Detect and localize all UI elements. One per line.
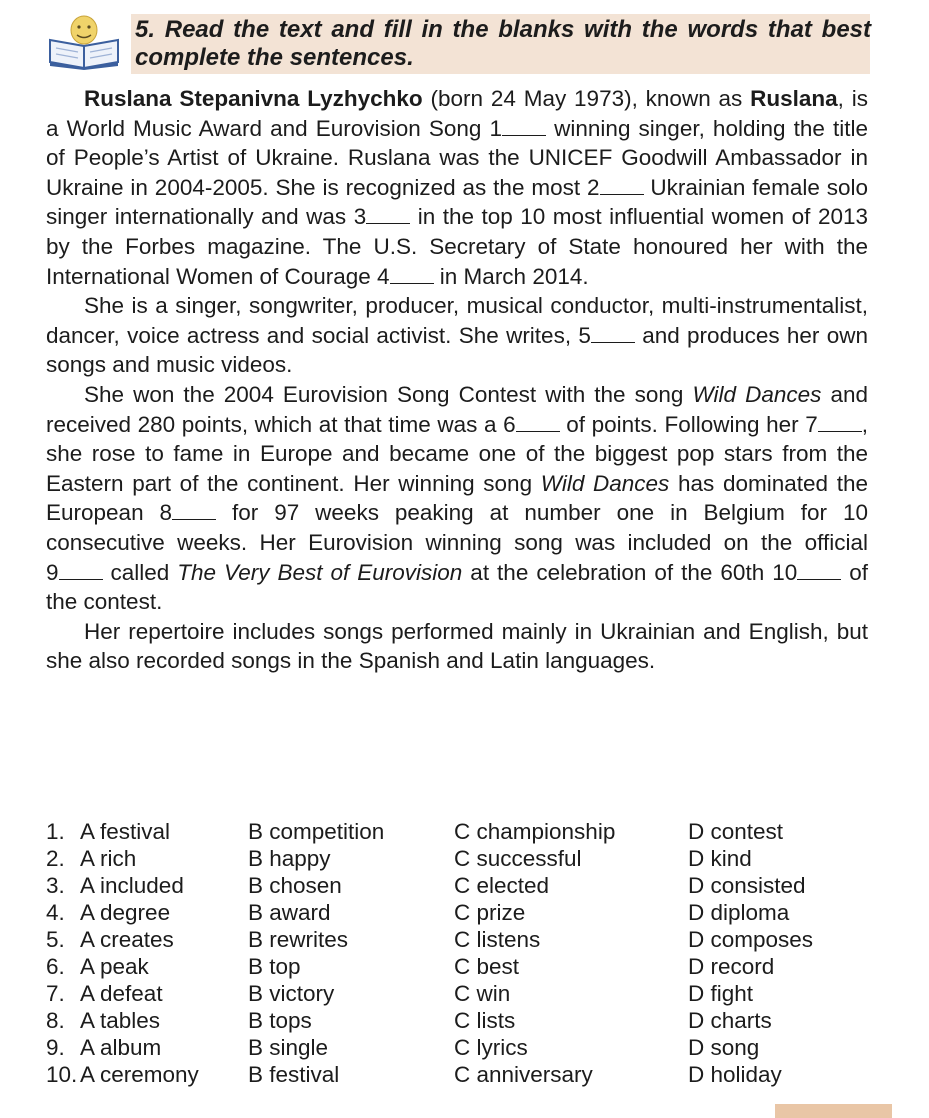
option-a[interactable]: A rich <box>80 846 137 871</box>
option-b[interactable]: B happy <box>248 846 331 871</box>
option-d[interactable]: D charts <box>688 1008 772 1033</box>
option-a[interactable]: A peak <box>80 954 149 979</box>
option-b[interactable]: B top <box>248 954 301 979</box>
option-row-7 <box>46 980 886 1007</box>
reading-text <box>46 84 868 676</box>
option-c[interactable]: C successful <box>454 846 582 871</box>
option-number: 7. <box>46 981 65 1006</box>
blank-5[interactable]: 5 <box>578 323 635 348</box>
blank-1[interactable]: 1 <box>490 116 547 141</box>
text-span: and received 280 points, which at that time was a <box>46 381 869 437</box>
text-span: in March 2014. <box>433 263 589 289</box>
song-title: Wild Dances <box>692 381 822 407</box>
text-span: called <box>102 559 178 585</box>
option-a[interactable]: A ceremony <box>80 1062 199 1087</box>
paragraph-2 <box>46 291 868 380</box>
option-a[interactable]: A defeat <box>80 981 163 1006</box>
blank-10[interactable]: 10 <box>772 560 841 585</box>
option-d[interactable]: D holiday <box>688 1062 782 1087</box>
option-c[interactable]: C championship <box>454 819 616 844</box>
text-span: , she rose to fame in Europe and became one of the biggest pop stars from the Eastern part of the continent. Her winning song <box>46 411 868 496</box>
option-b[interactable]: B festival <box>248 1062 340 1087</box>
task-title: 5. Read the text and fill in the blanks with the words that best complete the sentences. <box>135 16 871 71</box>
option-c[interactable]: C best <box>454 954 520 979</box>
option-number: 4. <box>46 900 65 925</box>
option-b[interactable]: B competition <box>248 819 385 844</box>
option-row-9 <box>46 1034 886 1061</box>
blank-8[interactable]: 8 <box>160 500 217 525</box>
option-number: 5. <box>46 927 65 952</box>
option-row-1 <box>46 818 886 845</box>
paragraph-1 <box>46 84 868 291</box>
option-a[interactable]: A creates <box>80 927 174 952</box>
option-a[interactable]: A degree <box>80 900 171 925</box>
option-b[interactable]: B victory <box>248 981 335 1006</box>
option-number: 6. <box>46 954 65 979</box>
text-span: , is a World Music Award and Eurovision Song <box>46 86 868 141</box>
option-d[interactable]: D contest <box>688 819 784 844</box>
blank-9[interactable]: 9 <box>46 560 103 585</box>
option-row-6 <box>46 953 886 980</box>
text-span: for 97 weeks peaking at number one in Belgium for 10 consecutive weeks. Her Eurovision winning song was included on the official <box>46 500 868 555</box>
option-d[interactable]: D consisted <box>688 873 806 898</box>
blank-6[interactable]: 6 <box>503 412 560 437</box>
open-book-icon <box>44 10 128 70</box>
option-c[interactable]: C lists <box>454 1008 516 1033</box>
option-number: 9. <box>46 1035 65 1060</box>
option-number: 3. <box>46 873 65 898</box>
option-row-5 <box>46 926 886 953</box>
text-span: has dominated the European <box>46 470 869 526</box>
option-b[interactable]: B single <box>248 1035 329 1060</box>
option-c[interactable]: C elected <box>454 873 550 898</box>
text-span: of the contest. <box>46 559 868 615</box>
option-d[interactable]: D composes <box>688 927 814 952</box>
option-a[interactable]: A included <box>80 873 184 898</box>
option-c[interactable]: C prize <box>454 900 526 925</box>
album-title: The Very Best of Eurovision <box>177 559 463 585</box>
option-d[interactable]: D kind <box>688 846 752 871</box>
option-number: 2. <box>46 846 65 871</box>
option-b[interactable]: B tops <box>248 1008 312 1033</box>
option-number: 10. <box>46 1062 78 1087</box>
option-c[interactable]: C win <box>454 981 511 1006</box>
option-row-3 <box>46 872 886 899</box>
text-span: Her repertoire includes songs performed mainly in Ukrainian and English, but she also recorded songs in the Spanish and Latin languages. <box>46 618 868 674</box>
option-c[interactable]: C lyrics <box>454 1035 528 1060</box>
short-name: Ruslana <box>750 86 838 111</box>
option-a[interactable]: A tables <box>80 1008 161 1033</box>
option-c[interactable]: C listens <box>454 927 541 952</box>
option-row-10 <box>46 1061 886 1088</box>
blank-3[interactable]: 3 <box>354 204 411 229</box>
full-name: Ruslana Stepanivna Lyzhychko <box>84 86 423 111</box>
option-row-8 <box>46 1007 886 1034</box>
text-span: She is a singer, songwriter, producer, musical conductor, multi-instrumentalist, dancer, voice actress and social activist. She writes, <box>46 293 868 348</box>
page-tab <box>775 1104 892 1118</box>
text-span: in the top 10 most influential women of 2013 by the Forbes magazine. The U.S. Secretary of State honoured her with the International Women of Courage <box>46 204 868 289</box>
option-b[interactable]: B chosen <box>248 873 342 898</box>
text-span: winning singer, holding the title of People’s Artist of Ukraine. Ruslana was the UNICEF Goodwill Ambassador in Ukraine in 2004-2005. She is recognized as the most <box>46 115 868 200</box>
option-a[interactable]: A album <box>80 1035 162 1060</box>
blank-2[interactable]: 2 <box>587 175 644 200</box>
option-d[interactable]: D diploma <box>688 900 790 925</box>
option-b[interactable]: B award <box>248 900 331 925</box>
text-span: (born 24 May 1973), known as <box>422 86 751 111</box>
option-d[interactable]: D song <box>688 1035 760 1060</box>
paragraph-3 <box>46 380 868 617</box>
option-d[interactable]: D record <box>688 954 775 979</box>
text-span: Ukrainian female solo singer internationally and was <box>46 174 868 230</box>
paragraph-4 <box>46 617 868 676</box>
option-c[interactable]: C anniversary <box>454 1062 593 1087</box>
text-span: She won the 2004 Eurovision Song Contest with the song <box>84 381 693 407</box>
text-span: of points. Following her <box>559 411 806 437</box>
option-a[interactable]: A festival <box>80 819 171 844</box>
option-row-4 <box>46 899 886 926</box>
option-row-2 <box>46 845 886 872</box>
text-span: and produces her own songs and music videos. <box>46 322 869 378</box>
answer-options <box>46 818 886 1088</box>
song-title: Wild Dances <box>540 470 670 496</box>
text-span: at the celebration of the 60th <box>462 559 773 585</box>
task-header <box>131 14 870 74</box>
option-b[interactable]: B rewrites <box>248 927 349 952</box>
option-number: 8. <box>46 1008 65 1033</box>
option-d[interactable]: D fight <box>688 981 754 1006</box>
blank-7[interactable]: 7 <box>805 412 862 437</box>
option-number: 1. <box>46 819 65 844</box>
blank-4[interactable]: 4 <box>377 264 434 289</box>
